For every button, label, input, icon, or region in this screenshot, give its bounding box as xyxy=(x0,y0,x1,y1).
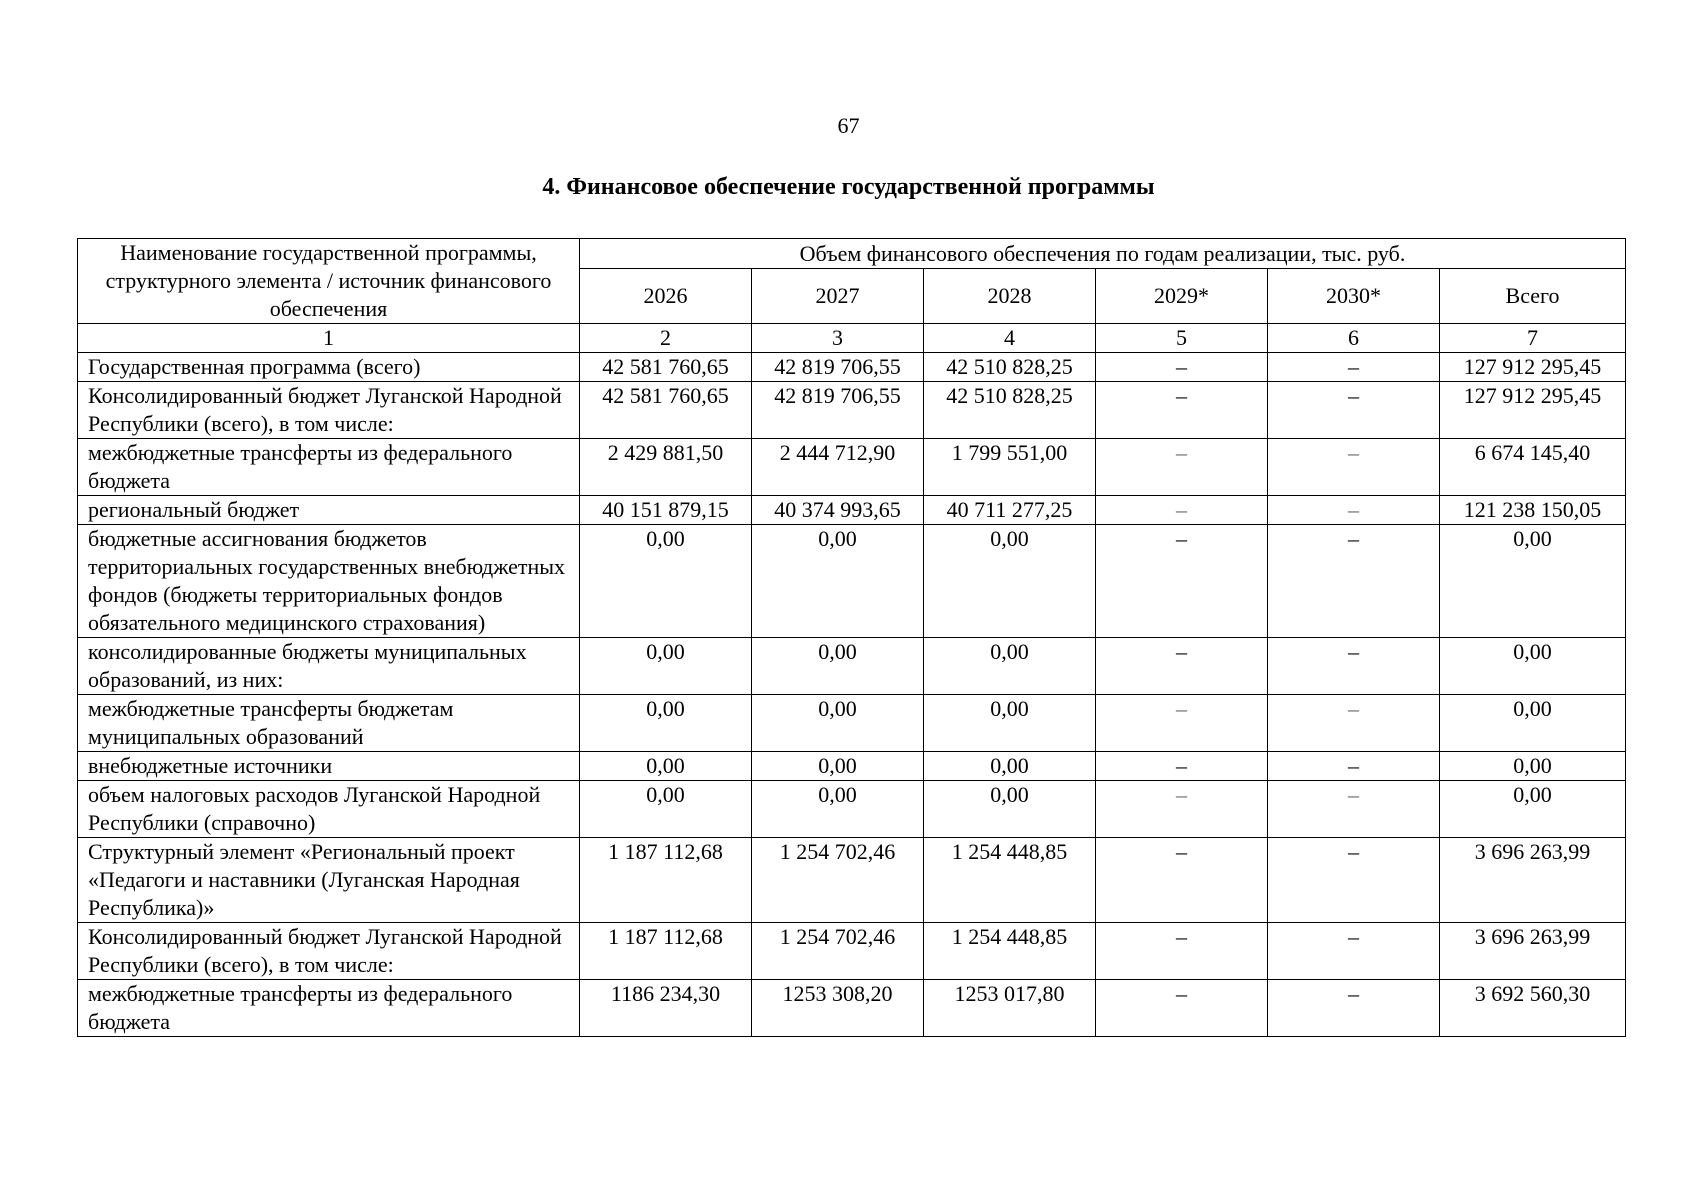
value-cell: 0,00 xyxy=(752,525,924,638)
value-cell: 1 187 112,68 xyxy=(580,838,752,923)
table-row xyxy=(78,923,1626,980)
value-cell: 0,00 xyxy=(580,781,752,838)
value-cell: 0,00 xyxy=(580,638,752,695)
value-cell: 127 912 295,45 xyxy=(1440,382,1626,439)
table-row xyxy=(78,525,1626,638)
value-cell: 127 912 295,45 xyxy=(1440,353,1626,382)
value-cell: 3 692 560,30 xyxy=(1440,980,1626,1037)
value-cell: – xyxy=(1268,980,1440,1037)
header-year-2027: 2027 xyxy=(752,269,924,324)
value-cell: – xyxy=(1096,838,1268,923)
value-cell: 1 254 448,85 xyxy=(924,923,1096,980)
value-cell: – xyxy=(1096,781,1268,838)
value-cell: 0,00 xyxy=(580,752,752,781)
row-name-cell: Государственная программа (всего) xyxy=(78,353,580,382)
value-cell: 0,00 xyxy=(924,752,1096,781)
column-number-row xyxy=(78,324,1626,353)
value-cell: 42 819 706,55 xyxy=(752,353,924,382)
value-cell: – xyxy=(1096,525,1268,638)
column-number: 7 xyxy=(1440,324,1626,353)
value-cell: 0,00 xyxy=(580,525,752,638)
value-cell: 42 581 760,65 xyxy=(580,382,752,439)
table-row xyxy=(78,752,1626,781)
value-cell: – xyxy=(1096,496,1268,525)
value-cell: – xyxy=(1268,752,1440,781)
row-name-cell: внебюджетные источники xyxy=(78,752,580,781)
value-cell: 42 819 706,55 xyxy=(752,382,924,439)
row-name-cell: межбюджетные трансферты из федерального бюджета xyxy=(78,439,580,496)
value-cell: 0,00 xyxy=(924,638,1096,695)
table-row xyxy=(78,353,1626,382)
table-row xyxy=(78,382,1626,439)
value-cell: – xyxy=(1096,980,1268,1037)
row-name-cell: Структурный элемент «Региональный проект «Педагоги и наставники (Луганская Народная Республика)» xyxy=(78,838,580,923)
value-cell: 6 674 145,40 xyxy=(1440,439,1626,496)
value-cell: 2 444 712,90 xyxy=(752,439,924,496)
value-cell: 0,00 xyxy=(924,781,1096,838)
value-cell: – xyxy=(1268,838,1440,923)
value-cell: – xyxy=(1096,752,1268,781)
row-name-cell: бюджетные ассигнования бюджетов территориальных государственных внебюджетных фондов (бюджеты территориальных фондов обязательного медицинского страхования) xyxy=(78,525,580,638)
value-cell: – xyxy=(1268,382,1440,439)
financing-table xyxy=(77,238,1626,1037)
value-cell: – xyxy=(1096,923,1268,980)
row-name-cell: консолидированные бюджеты муниципальных образований, из них: xyxy=(78,638,580,695)
row-name-cell: Консолидированный бюджет Луганской Народной Республики (всего), в том числе: xyxy=(78,382,580,439)
value-cell: – xyxy=(1268,496,1440,525)
value-cell: 0,00 xyxy=(1440,638,1626,695)
header-year-2026: 2026 xyxy=(580,269,752,324)
value-cell: – xyxy=(1268,638,1440,695)
value-cell: 40 711 277,25 xyxy=(924,496,1096,525)
value-cell: 0,00 xyxy=(580,695,752,752)
value-cell: – xyxy=(1268,439,1440,496)
value-cell: 1 254 702,46 xyxy=(752,838,924,923)
table-row xyxy=(78,781,1626,838)
header-year-2028: 2028 xyxy=(924,269,1096,324)
column-number: 1 xyxy=(78,324,580,353)
header-name-cell: Наименование государственной программы, структурного элемента / источник финансового обеспечения xyxy=(78,239,580,324)
value-cell: 1 187 112,68 xyxy=(580,923,752,980)
value-cell: – xyxy=(1268,781,1440,838)
value-cell: 3 696 263,99 xyxy=(1440,838,1626,923)
column-number: 2 xyxy=(580,324,752,353)
header-total: Всего xyxy=(1440,269,1626,324)
value-cell: 1 254 448,85 xyxy=(924,838,1096,923)
column-number: 4 xyxy=(924,324,1096,353)
value-cell: – xyxy=(1096,439,1268,496)
value-cell: 3 696 263,99 xyxy=(1440,923,1626,980)
value-cell: 0,00 xyxy=(752,638,924,695)
value-cell: – xyxy=(1096,353,1268,382)
column-number: 5 xyxy=(1096,324,1268,353)
value-cell: 42 510 828,25 xyxy=(924,353,1096,382)
table-row xyxy=(78,439,1626,496)
value-cell: 42 510 828,25 xyxy=(924,382,1096,439)
table-row xyxy=(78,980,1626,1037)
header-year-2029: 2029* xyxy=(1096,269,1268,324)
row-name-cell: региональный бюджет xyxy=(78,496,580,525)
table-row xyxy=(78,695,1626,752)
value-cell: 2 429 881,50 xyxy=(580,439,752,496)
value-cell: 40 374 993,65 xyxy=(752,496,924,525)
value-cell: – xyxy=(1268,353,1440,382)
value-cell: 40 151 879,15 xyxy=(580,496,752,525)
value-cell: 1253 308,20 xyxy=(752,980,924,1037)
value-cell: – xyxy=(1096,695,1268,752)
value-cell: – xyxy=(1268,923,1440,980)
value-cell: 0,00 xyxy=(752,695,924,752)
value-cell: – xyxy=(1268,525,1440,638)
header-volume-cell: Объем финансового обеспечения по годам реализации, тыс. руб. xyxy=(580,239,1626,269)
value-cell: 1 799 551,00 xyxy=(924,439,1096,496)
row-name-cell: межбюджетные трансферты из федерального бюджета xyxy=(78,980,580,1037)
value-cell: 1 254 702,46 xyxy=(752,923,924,980)
row-name-cell: Консолидированный бюджет Луганской Народной Республики (всего), в том числе: xyxy=(78,923,580,980)
value-cell: 121 238 150,05 xyxy=(1440,496,1626,525)
row-name-cell: объем налоговых расходов Луганской Народной Республики (справочно) xyxy=(78,781,580,838)
value-cell: 0,00 xyxy=(1440,781,1626,838)
value-cell: 0,00 xyxy=(1440,525,1626,638)
value-cell: 0,00 xyxy=(752,781,924,838)
page-number: 67 xyxy=(837,113,860,138)
value-cell: 0,00 xyxy=(1440,752,1626,781)
value-cell: – xyxy=(1096,382,1268,439)
header-row-top xyxy=(78,239,1626,269)
value-cell: – xyxy=(1096,638,1268,695)
value-cell: 0,00 xyxy=(1440,695,1626,752)
table-row xyxy=(78,838,1626,923)
column-number: 6 xyxy=(1268,324,1440,353)
value-cell: 0,00 xyxy=(924,525,1096,638)
column-number: 3 xyxy=(752,324,924,353)
table-row xyxy=(78,638,1626,695)
value-cell: 1186 234,30 xyxy=(580,980,752,1037)
value-cell: – xyxy=(1268,695,1440,752)
value-cell: 0,00 xyxy=(924,695,1096,752)
value-cell: 0,00 xyxy=(752,752,924,781)
value-cell: 1253 017,80 xyxy=(924,980,1096,1037)
table-row xyxy=(78,496,1626,525)
header-year-2030: 2030* xyxy=(1268,269,1440,324)
section-title: 4. Финансовое обеспечение государственной программы xyxy=(542,174,1155,200)
row-name-cell: межбюджетные трансферты бюджетам муниципальных образований xyxy=(78,695,580,752)
value-cell: 42 581 760,65 xyxy=(580,353,752,382)
